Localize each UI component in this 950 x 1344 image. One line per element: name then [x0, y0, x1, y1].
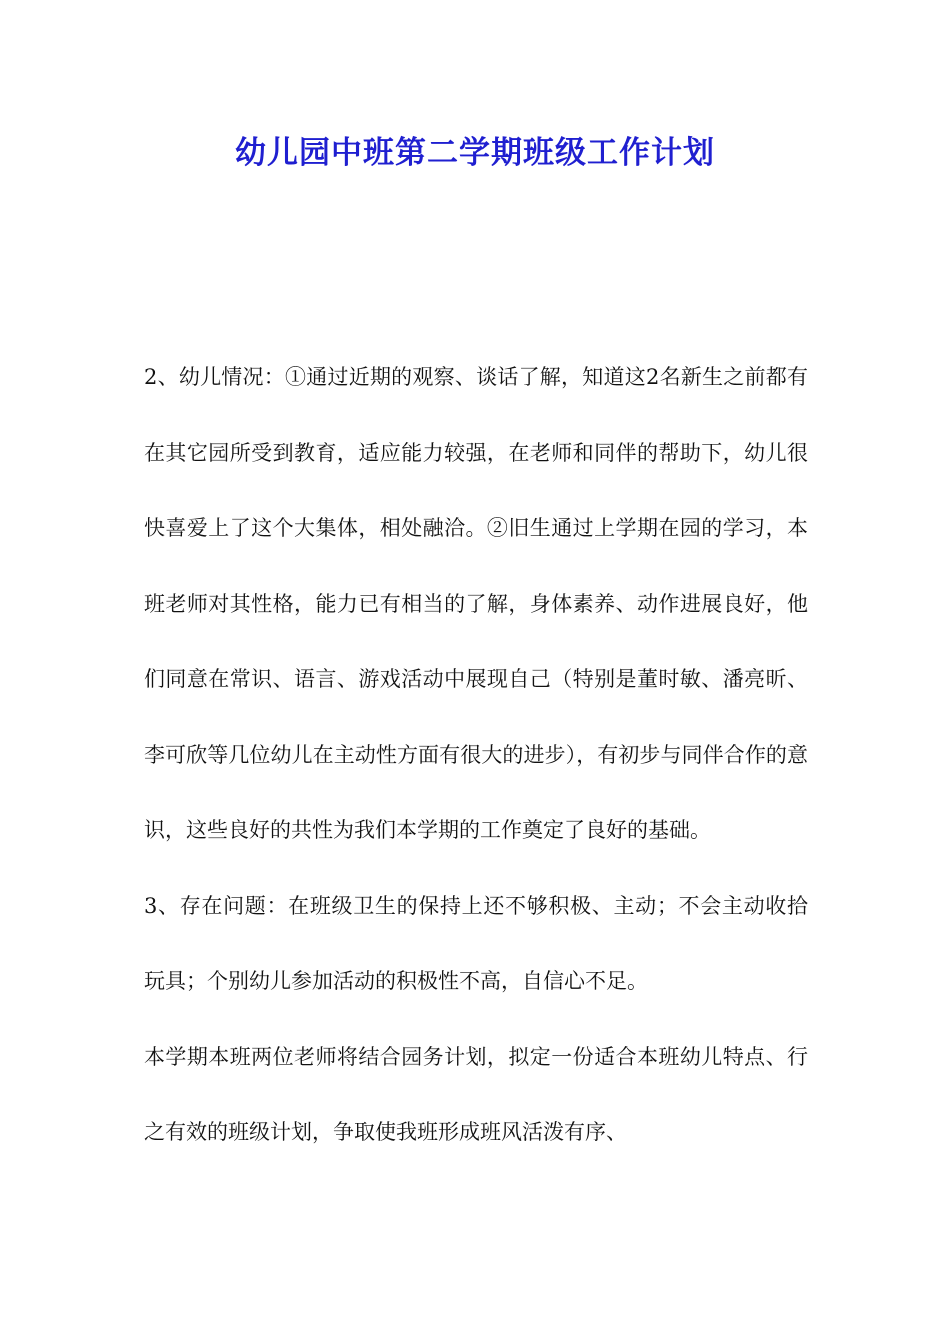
paragraph-children-situation: 2、幼儿情况：①通过近期的观察、谈话了解，知道这2名新生之前都有在其它园所受到教育，适应能力较强，在老师和同伴的帮助下，幼儿很快喜爱上了这个大集体，相处融洽。②旧生通过上学期在园的学习，本班老师对其性格，能力已有相当的了解，身体素养、动作进展良好，他们同意在常识、语言、游戏活动中展现自己（特别是董时敏、潘亮昕、李可欣等几位幼儿在主动性方面有很大的进步），有初步与同伴合作的意识，这些良好的共性为我们本学期的工作奠定了良好的基础。: [144, 365, 808, 842]
document-body: [144, 340, 808, 1171]
paragraph-semester-plan: 本学期本班两位老师将结合园务计划，拟定一份适合本班幼儿特点、行之有效的班级计划，争取使我班形成班风活泼有序、: [144, 1044, 808, 1144]
document-title: 幼儿园中班第二学期班级工作计划: [235, 135, 715, 171]
paragraph-existing-problems: 3、存在问题：在班级卫生的保持上还不够积极、主动；不会主动收拾玩具；个别幼儿参加活动的积极性不高，自信心不足。: [144, 893, 808, 993]
